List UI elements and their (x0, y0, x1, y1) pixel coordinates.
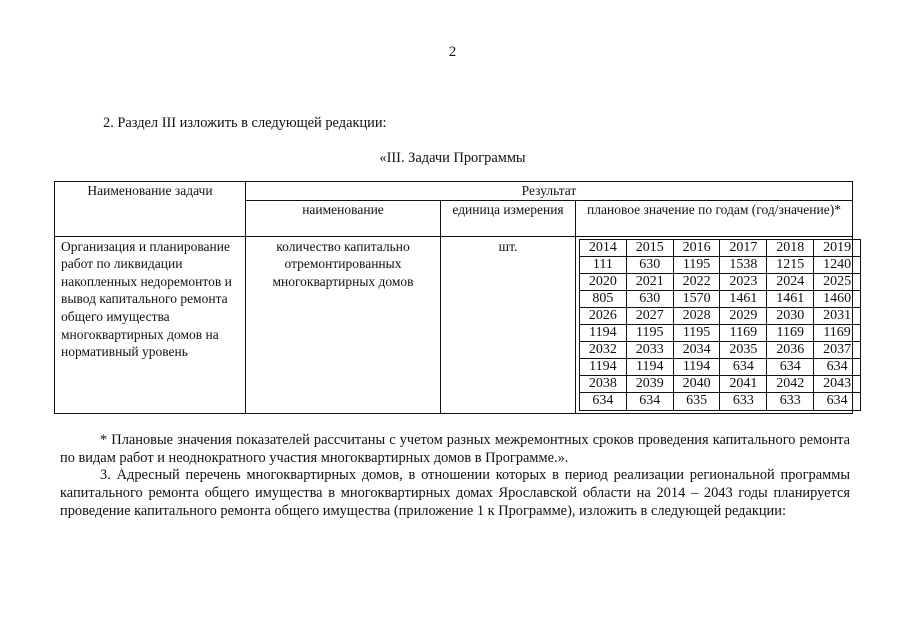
year-cell: 2014 (580, 239, 627, 256)
year-cell: 2042 (767, 376, 814, 393)
value-cell: 634 (626, 393, 673, 410)
header-name: наименование (246, 200, 441, 236)
indicator-name: количество капитально отремонтированных многоквартирных домов (246, 236, 441, 413)
value-row (580, 359, 861, 376)
header-task-name: Наименование задачи (55, 182, 246, 237)
value-cell: 630 (626, 290, 673, 307)
year-cell: 2015 (626, 239, 673, 256)
value-cell: 1194 (580, 325, 627, 342)
page-number: 2 (448, 44, 457, 60)
value-cell: 634 (767, 359, 814, 376)
year-row (580, 239, 861, 256)
value-cell: 1169 (814, 325, 861, 342)
paragraph-3-text: 3. Адресный перечень многоквартирных домов, в отношении которых в период реализации региональной программы капитального ремонта общего имущества в многоквартирных домах Ярославской области на 2014 – 2043 годы планируется проведение капитального ремонта общего имущества (приложение 1 к Программе), изложить в следующей редакции: (60, 467, 850, 519)
value-cell: 1194 (626, 359, 673, 376)
year-cell: 2037 (814, 342, 861, 359)
year-cell: 2017 (720, 239, 767, 256)
year-cell: 2027 (626, 307, 673, 324)
year-cell: 2036 (767, 342, 814, 359)
value-cell: 633 (767, 393, 814, 410)
value-cell: 635 (673, 393, 720, 410)
year-cell: 2041 (720, 376, 767, 393)
value-cell: 1194 (673, 359, 720, 376)
year-cell: 2021 (626, 273, 673, 290)
header-result: Результат (246, 182, 853, 201)
value-cell: 805 (580, 290, 627, 307)
value-cell: 1570 (673, 290, 720, 307)
value-cell: 634 (720, 359, 767, 376)
value-cell: 634 (814, 393, 861, 410)
value-cell: 634 (814, 359, 861, 376)
tasks-table (54, 181, 853, 414)
header-planned: плановое значение по годам (год/значение)* (576, 200, 853, 236)
year-cell: 2043 (814, 376, 861, 393)
value-cell: 1195 (673, 325, 720, 342)
value-cell: 1194 (580, 359, 627, 376)
year-cell: 2030 (767, 307, 814, 324)
value-cell: 1538 (720, 256, 767, 273)
year-cell: 2029 (720, 307, 767, 324)
year-cell: 2032 (580, 342, 627, 359)
value-row (580, 290, 861, 307)
value-cell: 634 (580, 393, 627, 410)
year-cell: 2020 (580, 273, 627, 290)
year-cell: 2039 (626, 376, 673, 393)
year-cell: 2018 (767, 239, 814, 256)
value-cell: 1169 (767, 325, 814, 342)
year-cell: 2038 (580, 376, 627, 393)
footnote (60, 431, 850, 467)
year-cell: 2040 (673, 376, 720, 393)
section-intro: 2. Раздел III изложить в следующей редакции: (103, 115, 387, 131)
year-cell: 2031 (814, 307, 861, 324)
value-cell: 1169 (720, 325, 767, 342)
year-row (580, 342, 861, 359)
year-row (580, 273, 861, 290)
year-cell: 2028 (673, 307, 720, 324)
value-cell: 1240 (814, 256, 861, 273)
year-cell: 2034 (673, 342, 720, 359)
footnote-text: * Плановые значения показателей рассчитаны с учетом разных межремонтных сроков проведения капитального ремонта по видам работ и неоднократного участия многоквартирных домов в Программе.». (60, 432, 850, 466)
year-row (580, 376, 861, 393)
year-cell: 2026 (580, 307, 627, 324)
value-cell: 633 (720, 393, 767, 410)
year-cell: 2033 (626, 342, 673, 359)
value-cell: 1461 (767, 290, 814, 307)
planned-values-grid (579, 239, 861, 411)
year-cell: 2024 (767, 273, 814, 290)
value-row (580, 256, 861, 273)
unit-value: шт. (441, 236, 576, 413)
value-cell: 630 (626, 256, 673, 273)
year-row (580, 307, 861, 324)
year-cell: 2019 (814, 239, 861, 256)
value-row (580, 325, 861, 342)
section-title: «III. Задачи Программы (379, 150, 526, 166)
value-cell: 1461 (720, 290, 767, 307)
value-cell: 1460 (814, 290, 861, 307)
year-cell: 2022 (673, 273, 720, 290)
value-cell: 1195 (626, 325, 673, 342)
paragraph-3 (60, 466, 850, 520)
value-cell: 1215 (767, 256, 814, 273)
header-unit: единица измерения (441, 200, 576, 236)
value-cell: 1195 (673, 256, 720, 273)
year-cell: 2016 (673, 239, 720, 256)
value-row (580, 393, 861, 410)
value-cell: 111 (580, 256, 627, 273)
year-cell: 2035 (720, 342, 767, 359)
year-cell: 2025 (814, 273, 861, 290)
task-description: Организация и планирование работ по ликвидации накопленных недоремонтов и вывод капитального ремонта общего имущества многоквартирных домов на нормативный уровень (55, 236, 246, 413)
year-cell: 2023 (720, 273, 767, 290)
